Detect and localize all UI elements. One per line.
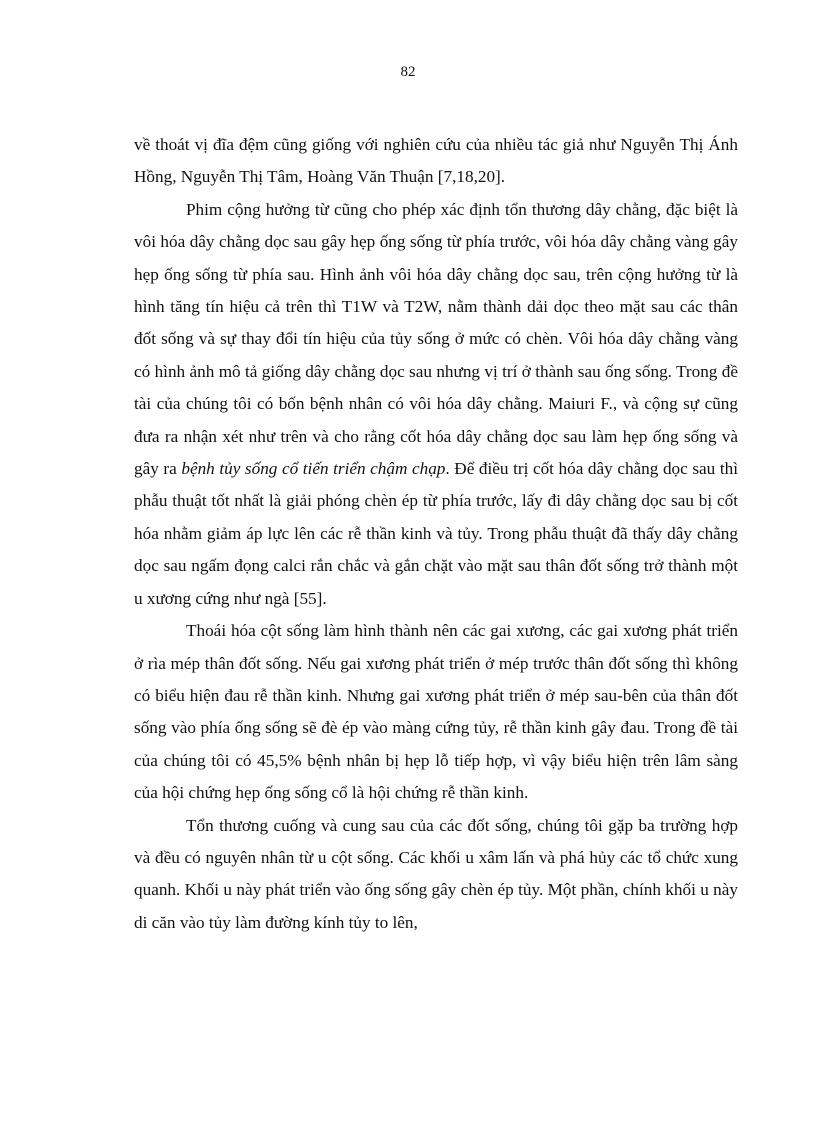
paragraph-2-italic-phrase: bệnh tủy sống cổ tiến triển chậm chạp <box>181 459 446 479</box>
paragraph-2 <box>134 194 738 615</box>
paragraph-1: về thoát vị đĩa đệm cũng giống với nghiên cứu của nhiều tác giả như Nguyễn Thị Ánh Hồng, Nguyễn Thị Tâm, Hoàng Văn Thuận [7,18,20]. <box>134 135 738 187</box>
body-text <box>134 129 738 939</box>
page-number: 82 <box>400 64 416 80</box>
paragraph-2-text-before: Phim cộng hưởng từ cũng cho phép xác định tổn thương dây chằng, đặc biệt là vôi hóa dây chằng dọc sau gây hẹp ống sống từ phía trước, vôi hóa dây chằng vàng gây hẹp ống sống từ phía sau. Hình ảnh vôi hóa dây chằng dọc sau, trên cộng hưởng từ là hình tăng tín hiệu cả trên thì T1W và T2W, nằm thành dải dọc theo mặt sau các thân đốt sống và sự thay đổi tín hiệu của tủy sống ở mức có chèn. Vôi hóa dây chằng vàng có hình ảnh mô tả giống dây chằng dọc sau nhưng vị trí ở thành sau ống sống. Trong đề tài của chúng tôi có bốn bệnh nhân có vôi hóa dây chằng. Maiuri F., và cộng sự cũng đưa ra nhận xét như trên và cho rằng cốt hóa dây chằng dọc sau làm hẹp ống sống và gây ra <box>134 199 738 479</box>
paragraph-3: Thoái hóa cột sống làm hình thành nên các gai xương, các gai xương phát triển ở rìa mép thân đốt sống. Nếu gai xương phát triển ở mép trước thân đốt sống thì không có biểu hiện đau rễ thần kinh. Nhưng gai xương phát triển ở mép sau-bên của thân đốt sống vào phía ống sống sẽ đè ép vào màng cứng tủy, rễ thần kinh gây đau. Trong đề tài của chúng tôi có 45,5% bệnh nhân bị hẹp lỗ tiếp hợp, vì vậy biểu hiện trên lâm sàng của hội chứng hẹp ống sống cổ là hội chứng rễ thần kinh. <box>134 621 738 803</box>
paragraph-4: Tổn thương cuống và cung sau của các đốt sống, chúng tôi gặp ba trường hợp và đều có nguyên nhân từ u cột sống. Các khối u xâm lấn và phá hủy các tổ chức xung quanh. Khối u này phát triển vào ống sống gây chèn ép tủy. Một phần, chính khối u này di căn vào tủy làm đường kính tủy to lên, <box>134 815 738 932</box>
paragraph-2-text-after: . Để điều trị cốt hóa dây chằng dọc sau thì phẫu thuật tốt nhất là giải phóng chèn ép từ phía trước, lấy đi dây chằng dọc sau bị cốt hóa nhằm giảm áp lực lên các rễ thần kinh và tủy. Trong phẫu thuật đã thấy dây chằng dọc sau ngấm đọng calci rắn chắc và gắn chặt vào mặt sau thân đốt sống trở thành một u xương cứng như ngà [55]. <box>134 459 738 608</box>
